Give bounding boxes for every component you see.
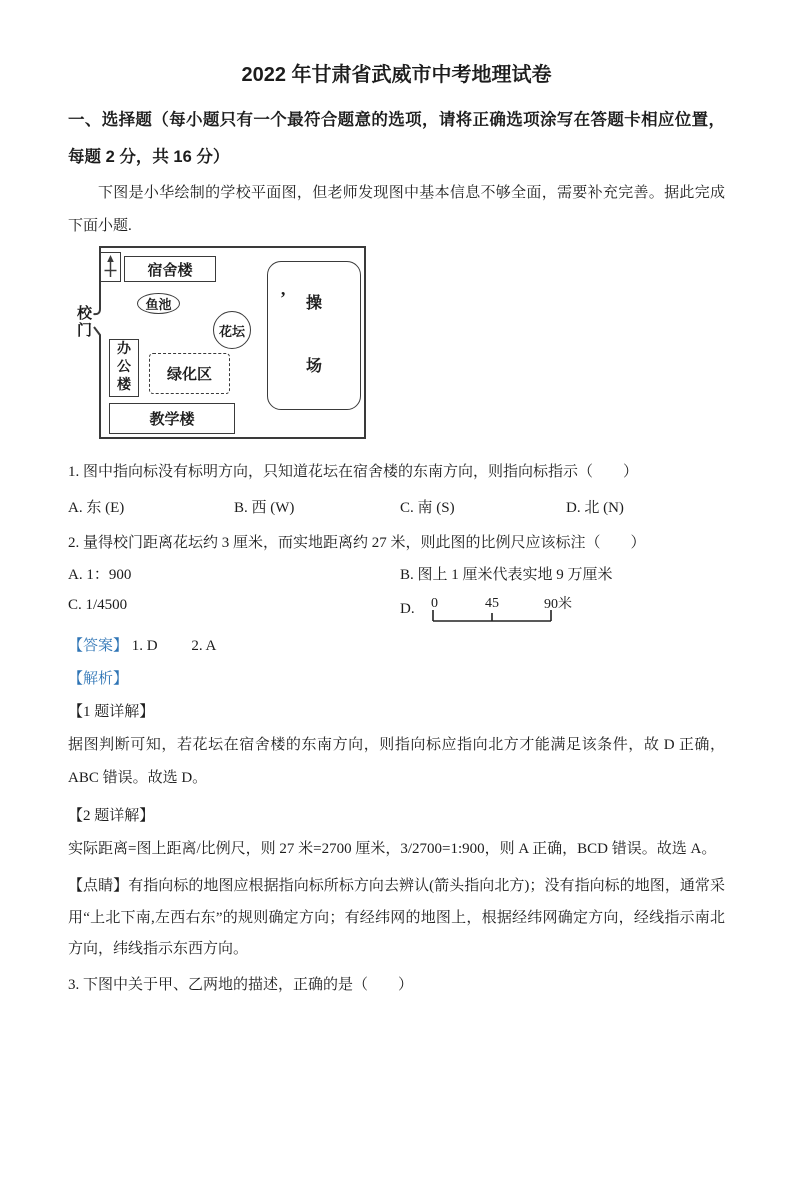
question-2-options — [68, 563, 725, 625]
exam-page — [0, 60, 793, 1182]
question-1-text: 1. 图中指向标没有标明方向，只知道花坛在宿舍楼的东南方向，则指向标指示（ ） — [68, 464, 639, 480]
teaching-building-box: 教学楼 — [109, 403, 235, 434]
question-1-options — [68, 496, 725, 520]
page-title: 2022 年甘肃省武威市中考地理试卷 — [241, 64, 552, 86]
intro-paragraph: 下图是小华绘制的学校平面图，但老师发现图中基本信息不够全面，需要补充完善。据此完成下面小题. — [68, 185, 725, 234]
scale-tick-90: 90米 — [543, 597, 572, 612]
flower-bed-circle: 花坛 — [213, 311, 251, 349]
tip-paragraph — [68, 871, 725, 966]
tip-text: 有指向标的地图应根据指向标所标方向去辨认(箭头指向北方)；没有指向标的地图，通常采用“上北下南,左西右东”的规则确定方向；有经纬网的地图上，根据经纬网确定方向，经线指示南北方向，纬线指示东西方向。 — [68, 878, 725, 957]
fish-pond-ellipse: 鱼池 — [137, 293, 180, 314]
q1-option-d: D. 北 (N) — [566, 500, 624, 516]
playground-box — [267, 261, 361, 410]
north-arrow-icon — [103, 255, 118, 279]
dormitory-box: 宿舍楼 — [124, 256, 216, 282]
green-area-box: 绿化区 — [149, 353, 230, 394]
q1-option-c: C. 南 (S) — [400, 500, 455, 516]
q2-option-d-label: D. — [400, 601, 415, 617]
scale-tick-0: 0 — [430, 596, 438, 611]
north-arrow-box — [100, 252, 121, 282]
office-building-box: 办公楼 — [109, 339, 139, 397]
detail-1-text: 据图判断可知，若花坛在宿舍楼的东南方向，则指向标应指向北方才能满足该条件，故 D 正确，ABC 错误。故选 D。 — [68, 737, 725, 786]
q2-option-d — [400, 593, 725, 625]
detail-2-text: 实际距离=图上距离/比例尺，则 27 米=2700 厘米，3/2700=1:900，则 A 正确，BCD 错误。故选 A。 — [68, 841, 717, 857]
detail-1-heading: 【1 题详解】 — [68, 704, 155, 720]
scale-tick-45: 45 — [484, 596, 499, 611]
q2-option-c: C. 1/4500 — [68, 597, 128, 613]
answer-label: 【答案】 — [68, 638, 129, 654]
answer-item-2: 2. A — [191, 638, 217, 654]
playground-label-top: 操 — [305, 295, 322, 312]
section-heading: 一、选择题（每小题只有一个最符合题意的选项，请将正确选项涂写在答题卡相应位置，每题 2 分，共 16 分） — [68, 111, 725, 166]
q1-option-a: A. 东 (E) — [68, 500, 125, 516]
scale-bar — [425, 593, 575, 625]
q2-option-a: A. 1：900 — [68, 567, 132, 583]
stray-mark: ’ — [280, 288, 286, 308]
gate-label: 校门 — [76, 306, 92, 339]
question-2-text: 2. 量得校门距离花坛约 3 厘米，而实地距离约 27 米，则此图的比例尺应该标注（ ） — [68, 535, 646, 551]
answer-line — [68, 634, 725, 658]
answer-item-1: 1. D — [131, 638, 158, 654]
q2-option-b: B. 图上 1 厘米代表实地 9 万厘米 — [400, 567, 613, 583]
question-3-text: 3. 下图中关于甲、乙两地的描述，正确的是（ ） — [68, 976, 414, 993]
school-map-border — [99, 246, 366, 439]
detail-2-heading: 【2 题详解】 — [68, 808, 155, 824]
school-map-figure — [68, 246, 398, 442]
playground-label-bottom: 场 — [305, 358, 322, 375]
analysis-label: 【解析】 — [68, 671, 129, 687]
tip-label: 【点睛】 — [68, 878, 129, 894]
q1-option-b: B. 西 (W) — [234, 500, 295, 516]
